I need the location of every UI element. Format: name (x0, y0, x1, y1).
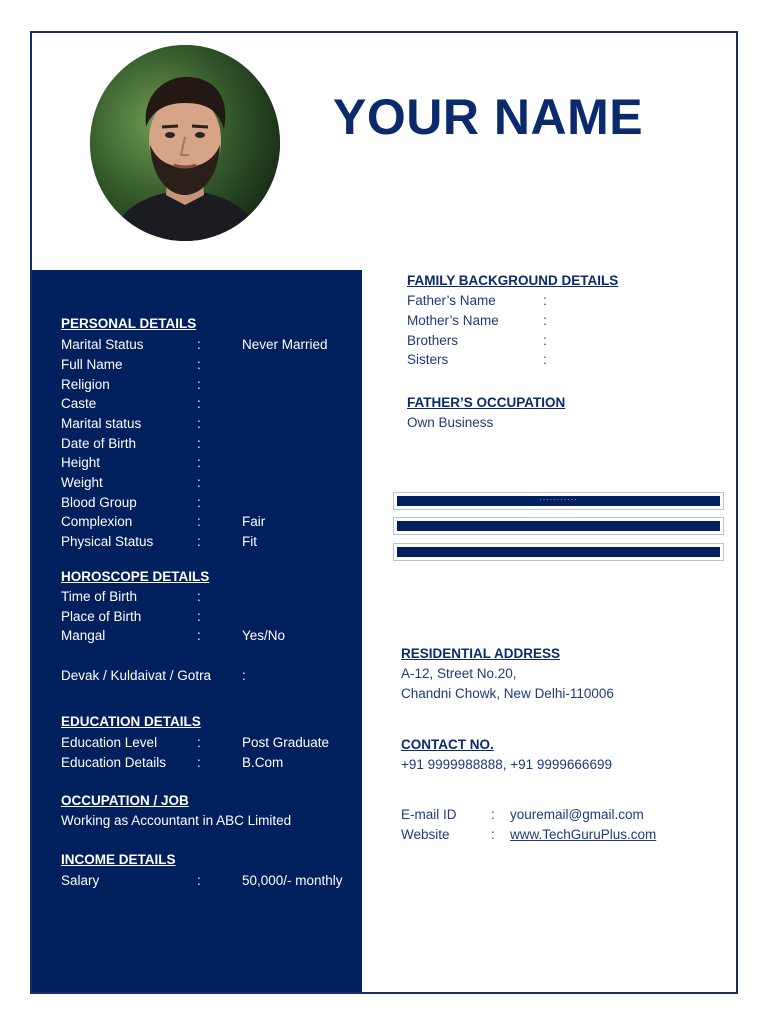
gotra-label: Devak / Kuldaivat / Gotra (61, 668, 212, 683)
education-details-title: EDUCATION DETAILS (61, 714, 201, 729)
bar-dots: ........... (539, 492, 578, 502)
residential-address-title: RESIDENTIAL ADDRESS (401, 646, 561, 661)
row-colon: : (197, 436, 201, 451)
personal-row (61, 532, 361, 552)
row-colon: : (197, 396, 201, 411)
website-label: Website (401, 827, 450, 842)
website-row (401, 825, 721, 845)
address-line-1: A-12, Street No.20, (401, 666, 517, 681)
income-row (61, 871, 361, 891)
row-label: Mother’s Name (407, 313, 499, 328)
row-label: Blood Group (61, 495, 137, 510)
email-colon: : (491, 807, 495, 822)
occupation-title: OCCUPATION / JOB (61, 793, 189, 808)
row-label: Place of Birth (61, 609, 142, 624)
website-link[interactable]: www.TechGuruPlus.com (510, 827, 657, 842)
row-label: Height (61, 455, 101, 470)
personal-row (61, 414, 361, 434)
education-row (61, 733, 361, 753)
personal-row (61, 394, 361, 414)
row-colon: : (543, 333, 547, 348)
row-value: Post Graduate (242, 735, 330, 750)
row-colon: : (543, 352, 547, 367)
row-label: Mangal (61, 628, 106, 643)
bar-fill (397, 492, 720, 506)
decorative-bar (393, 517, 724, 535)
education-row (61, 753, 361, 773)
row-colon: : (197, 495, 201, 510)
row-colon: : (197, 416, 201, 431)
gotra-row (61, 666, 361, 686)
row-colon: : (197, 873, 201, 888)
row-colon: : (197, 475, 201, 490)
row-label: Marital status (61, 416, 142, 431)
row-label: Brothers (407, 333, 459, 348)
horoscope-details-title: HOROSCOPE DETAILS (61, 569, 210, 584)
family-background-title: FAMILY BACKGROUND DETAILS (407, 273, 619, 288)
row-label: Education Details (61, 755, 167, 770)
fathers-occupation-text: Own Business (407, 415, 494, 430)
bar-fill (397, 547, 720, 557)
resume-name-title: YOUR NAME (333, 89, 644, 145)
horoscope-row (61, 607, 361, 627)
horoscope-row (61, 587, 361, 607)
email-value[interactable]: youremail@gmail.com (510, 807, 644, 822)
decorative-bar (393, 492, 724, 510)
income-details-title: INCOME DETAILS (61, 852, 176, 867)
row-label: Caste (61, 396, 97, 411)
contact-numbers: +91 9999988888, +91 9999666699 (401, 757, 612, 772)
family-row (407, 331, 707, 351)
row-colon: : (543, 293, 547, 308)
row-colon: : (197, 755, 201, 770)
personal-row (61, 335, 361, 355)
row-label: Complexion (61, 514, 133, 529)
personal-row (61, 355, 361, 375)
row-label: Time of Birth (61, 589, 138, 604)
row-colon: : (197, 609, 201, 624)
personal-row (61, 453, 361, 473)
personal-row (61, 434, 361, 454)
row-label: Salary (61, 873, 100, 888)
personal-details-title: PERSONAL DETAILS (61, 316, 197, 331)
row-label: Weight (61, 475, 103, 490)
row-colon: : (197, 455, 201, 470)
row-colon: : (197, 534, 201, 549)
row-colon: : (197, 628, 201, 643)
row-value: Fit (242, 534, 257, 549)
personal-row (61, 473, 361, 493)
email-row (401, 805, 721, 825)
family-row (407, 311, 707, 331)
address-line-2: Chandni Chowk, New Delhi-110006 (401, 686, 614, 701)
row-label: Religion (61, 377, 110, 392)
row-value: 50,000/- monthly (242, 873, 343, 888)
fathers-occupation-title: FATHER’S OCCUPATION (407, 395, 566, 410)
horoscope-row (61, 626, 361, 646)
personal-row (61, 375, 361, 395)
row-colon: : (197, 589, 201, 604)
row-colon: : (543, 313, 547, 328)
row-colon: : (197, 357, 201, 372)
email-label: E-mail ID (401, 807, 457, 822)
left-sidebar (32, 270, 362, 992)
occupation-text: Working as Accountant in ABC Limited (61, 813, 292, 828)
row-label: Sisters (407, 352, 449, 367)
personal-row (61, 512, 361, 532)
gotra-colon: : (242, 668, 246, 683)
row-colon: : (197, 514, 201, 529)
row-value: B.Com (242, 755, 284, 770)
row-label: Marital Status (61, 337, 144, 352)
row-label: Date of Birth (61, 436, 137, 451)
row-colon: : (197, 377, 201, 392)
row-value: Fair (242, 514, 266, 529)
row-label: Education Level (61, 735, 158, 750)
website-colon: : (491, 827, 495, 842)
row-colon: : (197, 337, 201, 352)
row-value: Yes/No (242, 628, 286, 643)
contact-title: CONTACT NO. (401, 737, 494, 752)
person-portrait-icon (90, 45, 280, 241)
row-label: Physical Status (61, 534, 154, 549)
personal-row (61, 493, 361, 513)
family-row (407, 350, 707, 370)
decorative-bar (393, 543, 724, 561)
row-label: Full Name (61, 357, 123, 372)
row-colon: : (197, 735, 201, 750)
profile-photo (90, 45, 280, 241)
bar-fill (397, 521, 720, 531)
family-row (407, 291, 707, 311)
row-value: Never Married (242, 337, 328, 352)
row-label: Father’s Name (407, 293, 496, 308)
